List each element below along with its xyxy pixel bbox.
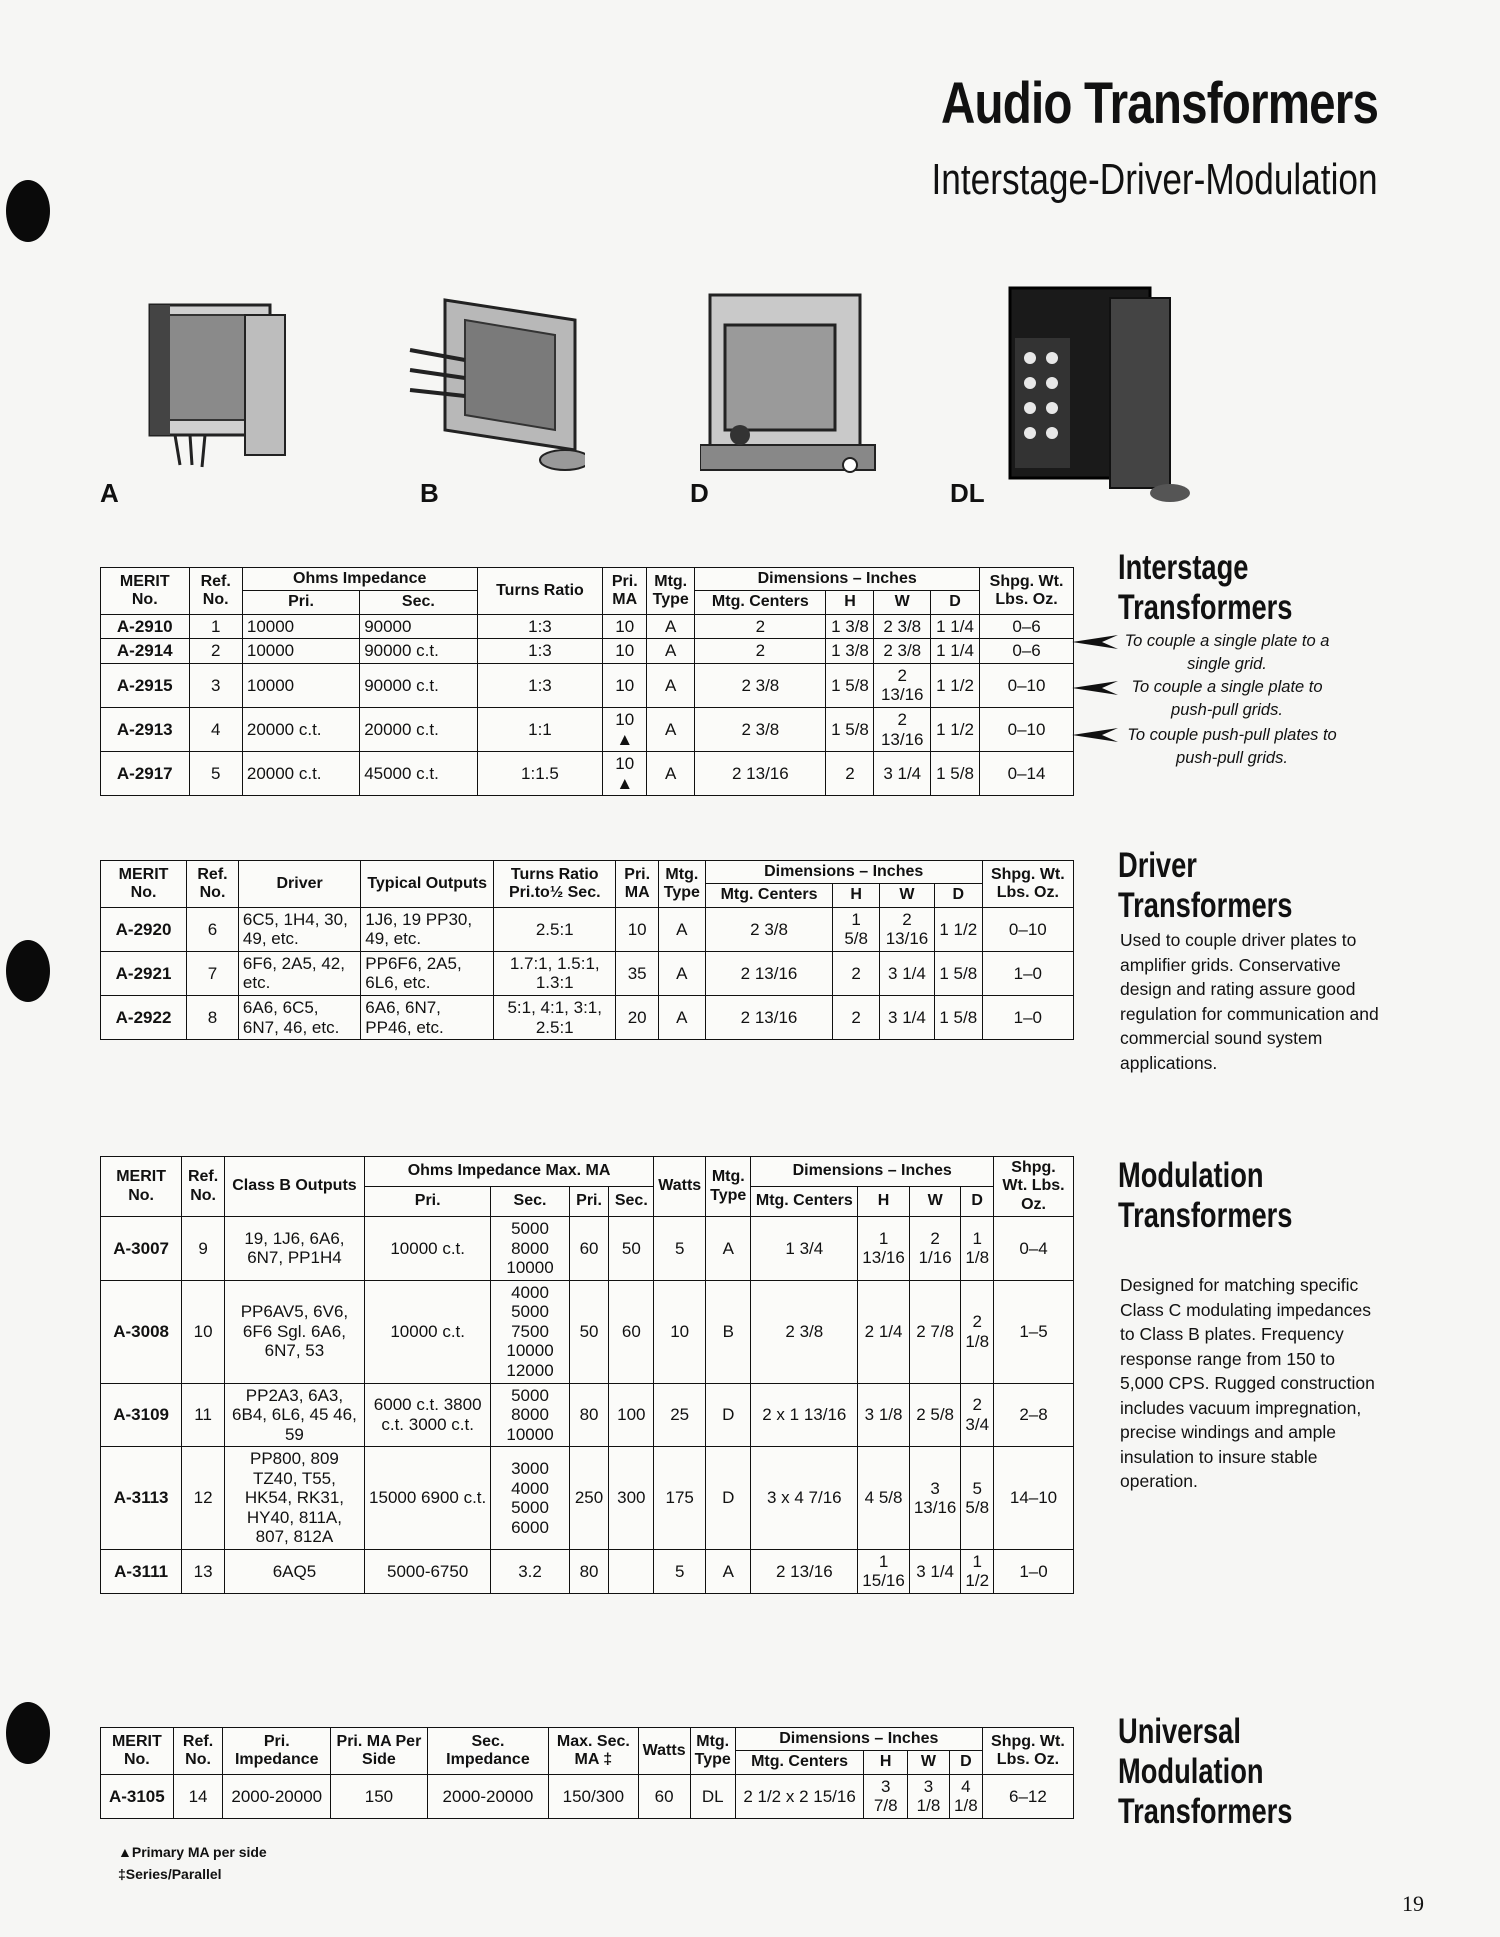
cell-watts: 60 xyxy=(638,1774,690,1818)
cell-merit-no: A-3105 xyxy=(101,1774,174,1818)
cell-class-b-outputs: PP6AV5, 6V6, 6F6 Sgl. 6A6, 6N7, 53 xyxy=(224,1280,364,1383)
cell-merit-no: A-2910 xyxy=(101,614,190,639)
cell-mtg-centers: 2 3/8 xyxy=(695,663,826,707)
col-dimensions: Dimensions – Inches xyxy=(751,1157,994,1187)
photo-label-b: B xyxy=(420,478,439,508)
cell-d: 2 1/8 xyxy=(961,1280,994,1383)
col-h: H xyxy=(864,1751,908,1774)
cell-ref-no: 2 xyxy=(189,639,242,664)
cell-pri-ma: 10 ▲ xyxy=(603,707,647,751)
modulation-table xyxy=(100,1156,1074,1594)
footnote-series-parallel: ‡Series/Parallel xyxy=(118,1866,222,1882)
universal-table xyxy=(100,1727,1074,1819)
cell-h: 1 15/16 xyxy=(858,1549,910,1593)
cell-merit-no: A-2920 xyxy=(101,907,187,951)
cell-watts: 5 xyxy=(654,1549,706,1593)
cell-shpg-wt: 0–10 xyxy=(980,663,1074,707)
cell-ref-no: 8 xyxy=(187,995,239,1039)
col-pri-ma: Pri. xyxy=(569,1187,609,1217)
cell-sec: 45000 c.t. xyxy=(360,752,477,796)
cell-mtg-centers: 2 13/16 xyxy=(695,752,826,796)
cell-w: 2 3/8 xyxy=(874,639,931,664)
cell-shpg-wt: 2–8 xyxy=(994,1383,1074,1447)
cell-typical-outputs: PP6F6, 2A5, 6L6, etc. xyxy=(361,951,494,995)
cell-merit-no: A-3109 xyxy=(101,1383,182,1447)
interstage-heading: Interstage Transformers xyxy=(1118,548,1293,627)
col-mtg-type: Mtg. Type xyxy=(690,1728,735,1775)
col-pri-impedance: Pri. Impedance xyxy=(223,1728,331,1775)
cell-turns-ratio: 1:3 xyxy=(477,639,603,664)
cell-sec: 90000 c.t. xyxy=(360,663,477,707)
cell-h: 3 1/8 xyxy=(858,1383,910,1447)
cell-watts: 10 xyxy=(654,1280,706,1383)
col-pri-ma: Pri. MA xyxy=(616,861,659,908)
photo-label-dl: DL xyxy=(950,478,985,508)
cell-watts: 5 xyxy=(654,1217,706,1281)
cell-sec-impedance: 2000-20000 xyxy=(427,1774,548,1818)
transformer-photo-a xyxy=(140,295,300,470)
table-row xyxy=(101,707,1074,751)
cell-h: 1 5/8 xyxy=(826,663,874,707)
cell-d: 1 1/8 xyxy=(961,1217,994,1281)
col-merit-no: MERIT No. xyxy=(101,568,190,615)
photo-label-a: A xyxy=(100,478,119,508)
cell-class-b-outputs: PP2A3, 6A3, 6B4, 6L6, 45 46, 59 xyxy=(224,1383,364,1447)
col-watts: Watts xyxy=(654,1157,706,1217)
cell-ref-no: 11 xyxy=(182,1383,225,1447)
cell-d: 1 5/8 xyxy=(934,951,982,995)
col-h: H xyxy=(833,884,880,907)
table-row xyxy=(101,1774,1074,1818)
col-h: H xyxy=(826,591,874,614)
cell-turns-ratio: 1:3 xyxy=(477,614,603,639)
table-row xyxy=(101,907,1074,951)
photo-label-d: D xyxy=(690,478,709,508)
table-row xyxy=(101,1383,1074,1447)
cell-shpg-wt: 14–10 xyxy=(994,1447,1074,1550)
table-row xyxy=(101,639,1074,664)
col-dimensions: Dimensions – Inches xyxy=(695,568,980,591)
cell-sec-ma: 100 xyxy=(609,1383,654,1447)
cell-sec: 5000 8000 10000 xyxy=(491,1217,569,1281)
cell-w: 3 1/4 xyxy=(879,995,934,1039)
cell-w: 3 1/8 xyxy=(908,1774,950,1818)
table-row xyxy=(101,663,1074,707)
cell-pri: 20000 c.t. xyxy=(242,752,359,796)
cell-mtg-type: D xyxy=(706,1447,751,1550)
cell-sec-ma: 60 xyxy=(609,1280,654,1383)
col-turns-ratio: Turns Ratio Pri.to½ Sec. xyxy=(494,861,616,908)
table-row xyxy=(101,752,1074,796)
col-sec-ma: Sec. xyxy=(609,1187,654,1217)
cell-turns-ratio: 1:3 xyxy=(477,663,603,707)
transformer-photo-dl xyxy=(990,278,1190,508)
cell-mtg-centers: 2 3/8 xyxy=(751,1280,858,1383)
cell-pri: 10000 c.t. xyxy=(364,1217,490,1281)
cell-mtg-type: A xyxy=(706,1217,751,1281)
cell-merit-no: A-2917 xyxy=(101,752,190,796)
cell-pri-impedance: 2000-20000 xyxy=(223,1774,331,1818)
cell-merit-no: A-2915 xyxy=(101,663,190,707)
cell-w: 2 7/8 xyxy=(909,1280,961,1383)
cell-d: 1 5/8 xyxy=(934,995,982,1039)
cell-pri-ma: 250 xyxy=(569,1447,609,1550)
col-d: D xyxy=(961,1187,994,1217)
cell-merit-no: A-3113 xyxy=(101,1447,182,1550)
cell-w: 2 1/16 xyxy=(909,1217,961,1281)
cell-merit-no: A-2922 xyxy=(101,995,187,1039)
col-pri: Pri. xyxy=(364,1187,490,1217)
cell-merit-no: A-3007 xyxy=(101,1217,182,1281)
page-subtitle: Interstage-Driver-Modulation xyxy=(931,155,1378,204)
col-d: D xyxy=(931,591,980,614)
cell-w: 2 13/16 xyxy=(874,663,931,707)
cell-sec: 4000 5000 7500 10000 12000 xyxy=(491,1280,569,1383)
cell-turns-ratio: 2.5:1 xyxy=(494,907,616,951)
cell-turns-ratio: 1:1.5 xyxy=(477,752,603,796)
interstage-note-1: To couple a single plate to a single grid. xyxy=(1124,632,1330,673)
col-sec: Sec. xyxy=(491,1187,569,1217)
cell-h: 1 3/8 xyxy=(826,639,874,664)
cell-shpg-wt: 0–10 xyxy=(980,707,1074,751)
col-shpg-wt: Shpg. Wt. Lbs. Oz. xyxy=(982,1728,1073,1775)
col-max-sec-ma: Max. Sec. MA ‡ xyxy=(549,1728,639,1775)
col-mtg-type: Mtg. Type xyxy=(706,1157,751,1217)
cell-sec: 20000 c.t. xyxy=(360,707,477,751)
cell-shpg-wt: 0–10 xyxy=(982,907,1073,951)
cell-w: 2 5/8 xyxy=(909,1383,961,1447)
cell-turns-ratio: 1:1 xyxy=(477,707,603,751)
col-pri-ma: Pri. MA xyxy=(603,568,647,615)
driver-table xyxy=(100,860,1074,1040)
cell-pri: 10000 c.t. xyxy=(364,1280,490,1383)
cell-shpg-wt: 1–5 xyxy=(994,1280,1074,1383)
cell-ref-no: 14 xyxy=(173,1774,223,1818)
cell-h: 3 7/8 xyxy=(864,1774,908,1818)
col-merit-no: MERIT No. xyxy=(101,861,187,908)
col-dimensions: Dimensions – Inches xyxy=(705,861,982,884)
cell-ref-no: 6 xyxy=(187,907,239,951)
cell-mtg-type: A xyxy=(706,1549,751,1593)
cell-mtg-centers: 2 13/16 xyxy=(705,995,833,1039)
cell-w: 2 3/8 xyxy=(874,614,931,639)
cell-d: 1 1/4 xyxy=(931,614,980,639)
cell-watts: 175 xyxy=(654,1447,706,1550)
cell-sec: 3.2 xyxy=(491,1549,569,1593)
cell-h: 4 5/8 xyxy=(858,1447,910,1550)
col-ref-no: Ref. No. xyxy=(173,1728,223,1775)
cell-h: 1 5/8 xyxy=(833,907,880,951)
cell-pri-ma: 80 xyxy=(569,1383,609,1447)
col-ohms-impedance: Ohms Impedance xyxy=(242,568,477,591)
cell-mtg-type: B xyxy=(706,1280,751,1383)
cell-mtg-centers: 2 xyxy=(695,639,826,664)
col-w: W xyxy=(879,884,934,907)
modulation-heading: Modulation Transformers xyxy=(1118,1156,1293,1235)
cell-pri-ma: 10 xyxy=(603,614,647,639)
cell-pri: 5000-6750 xyxy=(364,1549,490,1593)
col-mtg-type: Mtg. Type xyxy=(647,568,695,615)
table-row xyxy=(101,951,1074,995)
cell-pri-ma: 20 xyxy=(616,995,659,1039)
cell-mtg-type: A xyxy=(647,752,695,796)
cell-mtg-centers: 2 xyxy=(695,614,826,639)
cell-pri: 6000 c.t. 3800 c.t. 3000 c.t. xyxy=(364,1383,490,1447)
cell-mtg-type: A xyxy=(647,707,695,751)
interstage-note-2: To couple a single plate to push-pull grids. xyxy=(1131,678,1323,719)
cell-driver: 6C5, 1H4, 30, 49, etc. xyxy=(238,907,360,951)
cell-merit-no: A-2913 xyxy=(101,707,190,751)
cell-w: 3 1/4 xyxy=(909,1549,961,1593)
cell-typical-outputs: 1J6, 19 PP30, 49, etc. xyxy=(361,907,494,951)
cell-pri-ma: 10 ▲ xyxy=(603,752,647,796)
col-w: W xyxy=(874,591,931,614)
cell-ref-no: 10 xyxy=(182,1280,225,1383)
binding-hole-top xyxy=(6,180,50,242)
transformer-photo-b xyxy=(405,290,585,475)
col-shpg-wt: Shpg. Wt. Lbs. Oz. xyxy=(980,568,1074,615)
cell-mtg-type: A xyxy=(658,907,705,951)
cell-d: 1 5/8 xyxy=(931,752,980,796)
col-ref-no: Ref. No. xyxy=(182,1157,225,1217)
col-mtg-centers: Mtg. Centers xyxy=(751,1187,858,1217)
cell-sec-ma: 300 xyxy=(609,1447,654,1550)
cell-w: 3 1/4 xyxy=(879,951,934,995)
binding-hole-middle xyxy=(6,940,50,1002)
cell-pri-ma: 50 xyxy=(569,1280,609,1383)
col-d: D xyxy=(949,1751,982,1774)
cell-pri-ma: 10 xyxy=(603,639,647,664)
col-pri: Pri. xyxy=(242,591,359,614)
cell-driver: 6F6, 2A5, 42, etc. xyxy=(238,951,360,995)
cell-d: 1 1/2 xyxy=(961,1549,994,1593)
col-watts: Watts xyxy=(638,1728,690,1775)
cell-merit-no: A-3008 xyxy=(101,1280,182,1383)
cell-turns-ratio: 1.7:1, 1.5:1, 1.3:1 xyxy=(494,951,616,995)
col-dimensions: Dimensions – Inches xyxy=(735,1728,982,1751)
cell-sec-ma: 50 xyxy=(609,1217,654,1281)
cell-watts: 25 xyxy=(654,1383,706,1447)
cell-shpg-wt: 1–0 xyxy=(982,951,1073,995)
cell-pri-ma: 80 xyxy=(569,1549,609,1593)
col-w: W xyxy=(908,1751,950,1774)
col-mtg-type: Mtg. Type xyxy=(658,861,705,908)
cell-d: 5 5/8 xyxy=(961,1447,994,1550)
table-row xyxy=(101,614,1074,639)
cell-pri-ma-per-side: 150 xyxy=(331,1774,428,1818)
cell-ref-no: 13 xyxy=(182,1549,225,1593)
cell-shpg-wt: 6–12 xyxy=(982,1774,1073,1818)
table-row xyxy=(101,995,1074,1039)
cell-mtg-centers: 2 3/8 xyxy=(695,707,826,751)
cell-merit-no: A-2914 xyxy=(101,639,190,664)
binding-hole-bottom xyxy=(6,1702,50,1764)
col-ohms-max-ma: Ohms Impedance Max. MA xyxy=(364,1157,653,1187)
col-merit-no: MERIT No. xyxy=(101,1157,182,1217)
cell-h: 2 xyxy=(833,951,880,995)
col-shpg-wt: Shpg. Wt. Lbs. Oz. xyxy=(982,861,1073,908)
cell-pri: 15000 6900 c.t. xyxy=(364,1447,490,1550)
col-sec-impedance: Sec. Impedance xyxy=(427,1728,548,1775)
cell-sec: 5000 8000 10000 xyxy=(491,1383,569,1447)
interstage-note-3: To couple push-pull plates to push-pull grids. xyxy=(1127,726,1337,767)
cell-mtg-type: A xyxy=(658,995,705,1039)
cell-ref-no: 3 xyxy=(189,663,242,707)
cell-shpg-wt: 0–6 xyxy=(980,639,1074,664)
cell-pri: 10000 xyxy=(242,639,359,664)
col-driver: Driver xyxy=(238,861,360,908)
cell-ref-no: 7 xyxy=(187,951,239,995)
cell-h: 1 3/8 xyxy=(826,614,874,639)
cell-mtg-type: A xyxy=(647,663,695,707)
cell-shpg-wt: 1–0 xyxy=(994,1549,1074,1593)
cell-mtg-centers: 2 13/16 xyxy=(705,951,833,995)
cell-driver: 6A6, 6C5, 6N7, 46, etc. xyxy=(238,995,360,1039)
footnote-primary-ma: ▲Primary MA per side xyxy=(118,1844,267,1860)
transformer-photo-d xyxy=(700,275,880,490)
cell-pri-ma: 60 xyxy=(569,1217,609,1281)
cell-sec: 90000 c.t. xyxy=(360,639,477,664)
cell-sec-ma xyxy=(609,1549,654,1593)
cell-h: 2 xyxy=(833,995,880,1039)
cell-mtg-type: D xyxy=(706,1383,751,1447)
cell-w: 2 13/16 xyxy=(879,907,934,951)
driver-heading: Driver Transformers xyxy=(1118,846,1293,925)
cell-pri: 10000 xyxy=(242,614,359,639)
cell-w: 3 1/4 xyxy=(874,752,931,796)
cell-h: 1 5/8 xyxy=(826,707,874,751)
col-class-b-outputs: Class B Outputs xyxy=(224,1157,364,1217)
cell-d: 1 1/2 xyxy=(931,663,980,707)
cell-d: 2 3/4 xyxy=(961,1383,994,1447)
cell-max-sec-ma: 150/300 xyxy=(549,1774,639,1818)
cell-ref-no: 1 xyxy=(189,614,242,639)
cell-shpg-wt: 1–0 xyxy=(982,995,1073,1039)
cell-h: 1 13/16 xyxy=(858,1217,910,1281)
cell-mtg-centers: 2 3/8 xyxy=(705,907,833,951)
cell-mtg-centers: 2 x 1 13/16 xyxy=(751,1383,858,1447)
col-mtg-centers: Mtg. Centers xyxy=(695,591,826,614)
col-d: D xyxy=(934,884,982,907)
cell-d: 1 1/2 xyxy=(931,707,980,751)
cell-d: 1 1/2 xyxy=(934,907,982,951)
cell-pri-ma: 10 xyxy=(603,663,647,707)
cell-ref-no: 5 xyxy=(189,752,242,796)
page-title: Audio Transformers xyxy=(940,71,1378,136)
col-typical-outputs: Typical Outputs xyxy=(361,861,494,908)
cell-class-b-outputs: PP800, 809 TZ40, T55, HK54, RK31, HY40, 811A, 807, 812A xyxy=(224,1447,364,1550)
cell-typical-outputs: 6A6, 6N7, PP46, etc. xyxy=(361,995,494,1039)
col-w: W xyxy=(909,1187,961,1217)
cell-class-b-outputs: 19, 1J6, 6A6, 6N7, PP1H4 xyxy=(224,1217,364,1281)
col-merit-no: MERIT No. xyxy=(101,1728,174,1775)
cell-shpg-wt: 0–14 xyxy=(980,752,1074,796)
cell-mtg-type: A xyxy=(647,639,695,664)
driver-description: Used to couple driver plates to amplifier grids. Conservative design and rating assure good regulation for communication and commercial sound system applications. xyxy=(1120,930,1379,1073)
col-shpg-wt: Shpg. Wt. Lbs. Oz. xyxy=(994,1157,1074,1217)
cell-mtg-centers: 3 x 4 7/16 xyxy=(751,1447,858,1550)
cell-ref-no: 4 xyxy=(189,707,242,751)
cell-sec: 90000 xyxy=(360,614,477,639)
table-row xyxy=(101,1280,1074,1383)
page-number: 19 xyxy=(1402,1891,1424,1916)
cell-mtg-centers: 1 3/4 xyxy=(751,1217,858,1281)
table-row xyxy=(101,1447,1074,1550)
cell-h: 2 xyxy=(826,752,874,796)
col-mtg-centers: Mtg. Centers xyxy=(705,884,833,907)
col-turns-ratio: Turns Ratio xyxy=(477,568,603,615)
col-ref-no: Ref. No. xyxy=(189,568,242,615)
col-ref-no: Ref. No. xyxy=(187,861,239,908)
cell-w: 2 13/16 xyxy=(874,707,931,751)
cell-ref-no: 12 xyxy=(182,1447,225,1550)
cell-merit-no: A-3111 xyxy=(101,1549,182,1593)
cell-w: 3 13/16 xyxy=(909,1447,961,1550)
col-sec: Sec. xyxy=(360,591,477,614)
cell-mtg-type: A xyxy=(658,951,705,995)
universal-heading: Universal Modulation Transformers xyxy=(1118,1712,1293,1831)
table-row xyxy=(101,1217,1074,1281)
col-pri-ma-per-side: Pri. MA Per Side xyxy=(331,1728,428,1775)
cell-mtg-type: DL xyxy=(690,1774,735,1818)
cell-turns-ratio: 5:1, 4:1, 3:1, 2.5:1 xyxy=(494,995,616,1039)
cell-shpg-wt: 0–6 xyxy=(980,614,1074,639)
cell-d: 4 1/8 xyxy=(949,1774,982,1818)
cell-ref-no: 9 xyxy=(182,1217,225,1281)
cell-shpg-wt: 0–4 xyxy=(994,1217,1074,1281)
cell-mtg-centers: 2 13/16 xyxy=(751,1549,858,1593)
col-h: H xyxy=(858,1187,910,1217)
cell-sec: 3000 4000 5000 6000 xyxy=(491,1447,569,1550)
cell-pri: 10000 xyxy=(242,663,359,707)
cell-class-b-outputs: 6AQ5 xyxy=(224,1549,364,1593)
cell-merit-no: A-2921 xyxy=(101,951,187,995)
cell-d: 1 1/4 xyxy=(931,639,980,664)
cell-pri-ma: 10 xyxy=(616,907,659,951)
col-mtg-centers: Mtg. Centers xyxy=(735,1751,864,1774)
cell-pri-ma: 35 xyxy=(616,951,659,995)
interstage-table xyxy=(100,567,1074,796)
table-row xyxy=(101,1549,1074,1593)
modulation-description: Designed for matching specific Class C modulating impedances to Class B plates. Frequency response range from 150 to 5,000 CPS. Rugged construction includes vacuum impregnation, precise windings and ample insulation to insure stable operation. xyxy=(1120,1275,1375,1491)
cell-h: 2 1/4 xyxy=(858,1280,910,1383)
cell-mtg-centers: 2 1/2 x 2 15/16 xyxy=(735,1774,864,1818)
cell-pri: 20000 c.t. xyxy=(242,707,359,751)
cell-mtg-type: A xyxy=(647,614,695,639)
